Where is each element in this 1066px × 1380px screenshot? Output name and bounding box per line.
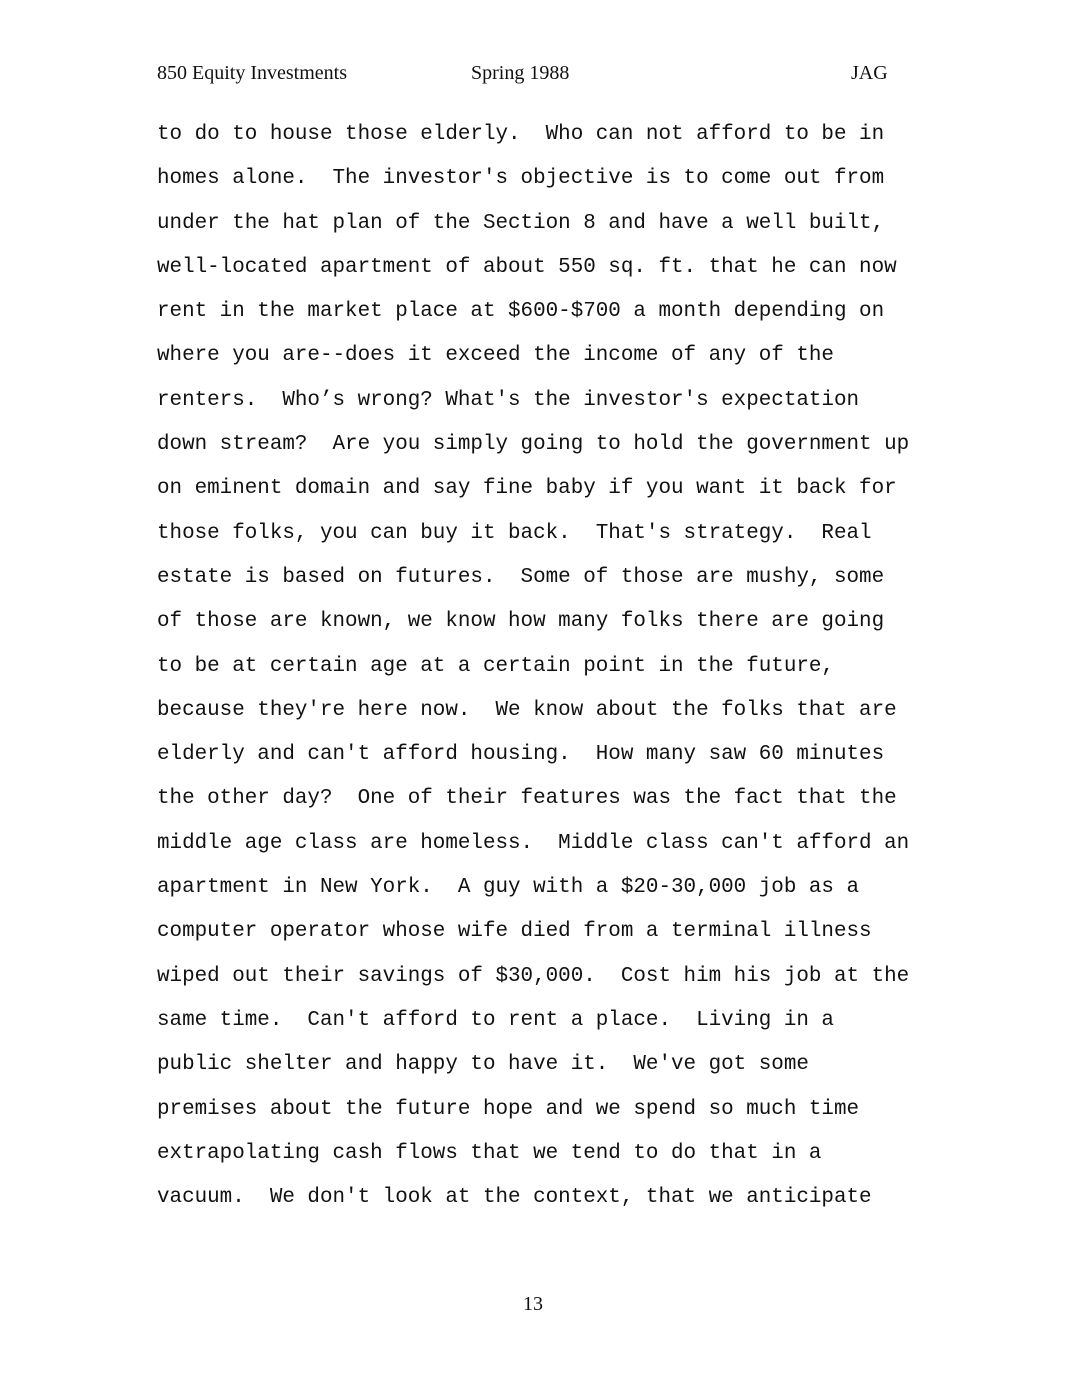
text-line: same time. Can't afford to rent a place. Living in a [157, 1008, 834, 1032]
text-line: estate is based on futures. Some of those are mushy, some [157, 565, 885, 589]
text-line: elderly and can't afford housing. How many saw 60 minutes [157, 743, 885, 767]
text-line: apartment in New York. A guy with a $20-30,000 job as a [157, 876, 860, 900]
text-line: homes alone. The investor's objective is to come out from [157, 167, 885, 191]
text-line: of those are known, we know how many folks there are going [157, 610, 885, 634]
text-line: wiped out their savings of $30,000. Cost him his job at the [157, 964, 910, 988]
text-line: where you are--does it exceed the income of any of the [157, 344, 834, 368]
page-number: 13 [523, 1293, 543, 1315]
text-line: rent in the market place at $600-$700 a month depending on [157, 300, 885, 324]
text-line: middle age class are homeless. Middle class can't afford an [157, 831, 910, 855]
text-line: computer operator whose wife died from a terminal illness [157, 920, 872, 944]
text-line: premises about the future hope and we spend so much time [157, 1097, 860, 1121]
text-line: renters. Who’s wrong? What's the investor's expectation [157, 388, 860, 412]
text-line: to do to house those elderly. Who can not afford to be in [157, 123, 885, 146]
text-line: those folks, you can buy it back. That's strategy. Real [157, 521, 872, 545]
transcript-body [157, 113, 947, 1220]
header-term: Spring 1988 [471, 62, 570, 84]
text-line: vacuum. We don't look at the context, that we anticipate [157, 1186, 872, 1210]
text-line: under the hat plan of the Section 8 and have a well built, [157, 211, 885, 235]
text-line: extrapolating cash flows that we tend to do that in a [157, 1141, 822, 1165]
header-initials: JAG [851, 62, 888, 84]
text-line: on eminent domain and say fine baby if you want it back for [157, 477, 897, 501]
text-line: down stream? Are you simply going to hold the government up [157, 433, 910, 457]
text-line: well-located apartment of about 550 sq. ft. that he can now [157, 255, 897, 279]
text-line: because they're here now. We know about the folks that are [157, 698, 897, 722]
header-course-title: 850 Equity Investments [157, 62, 347, 84]
text-line: public shelter and happy to have it. We've got some [157, 1053, 809, 1077]
text-line: the other day? One of their features was the fact that the [157, 787, 897, 811]
text-line: to be at certain age at a certain point in the future, [157, 654, 834, 678]
page-header [0, 62, 1066, 90]
